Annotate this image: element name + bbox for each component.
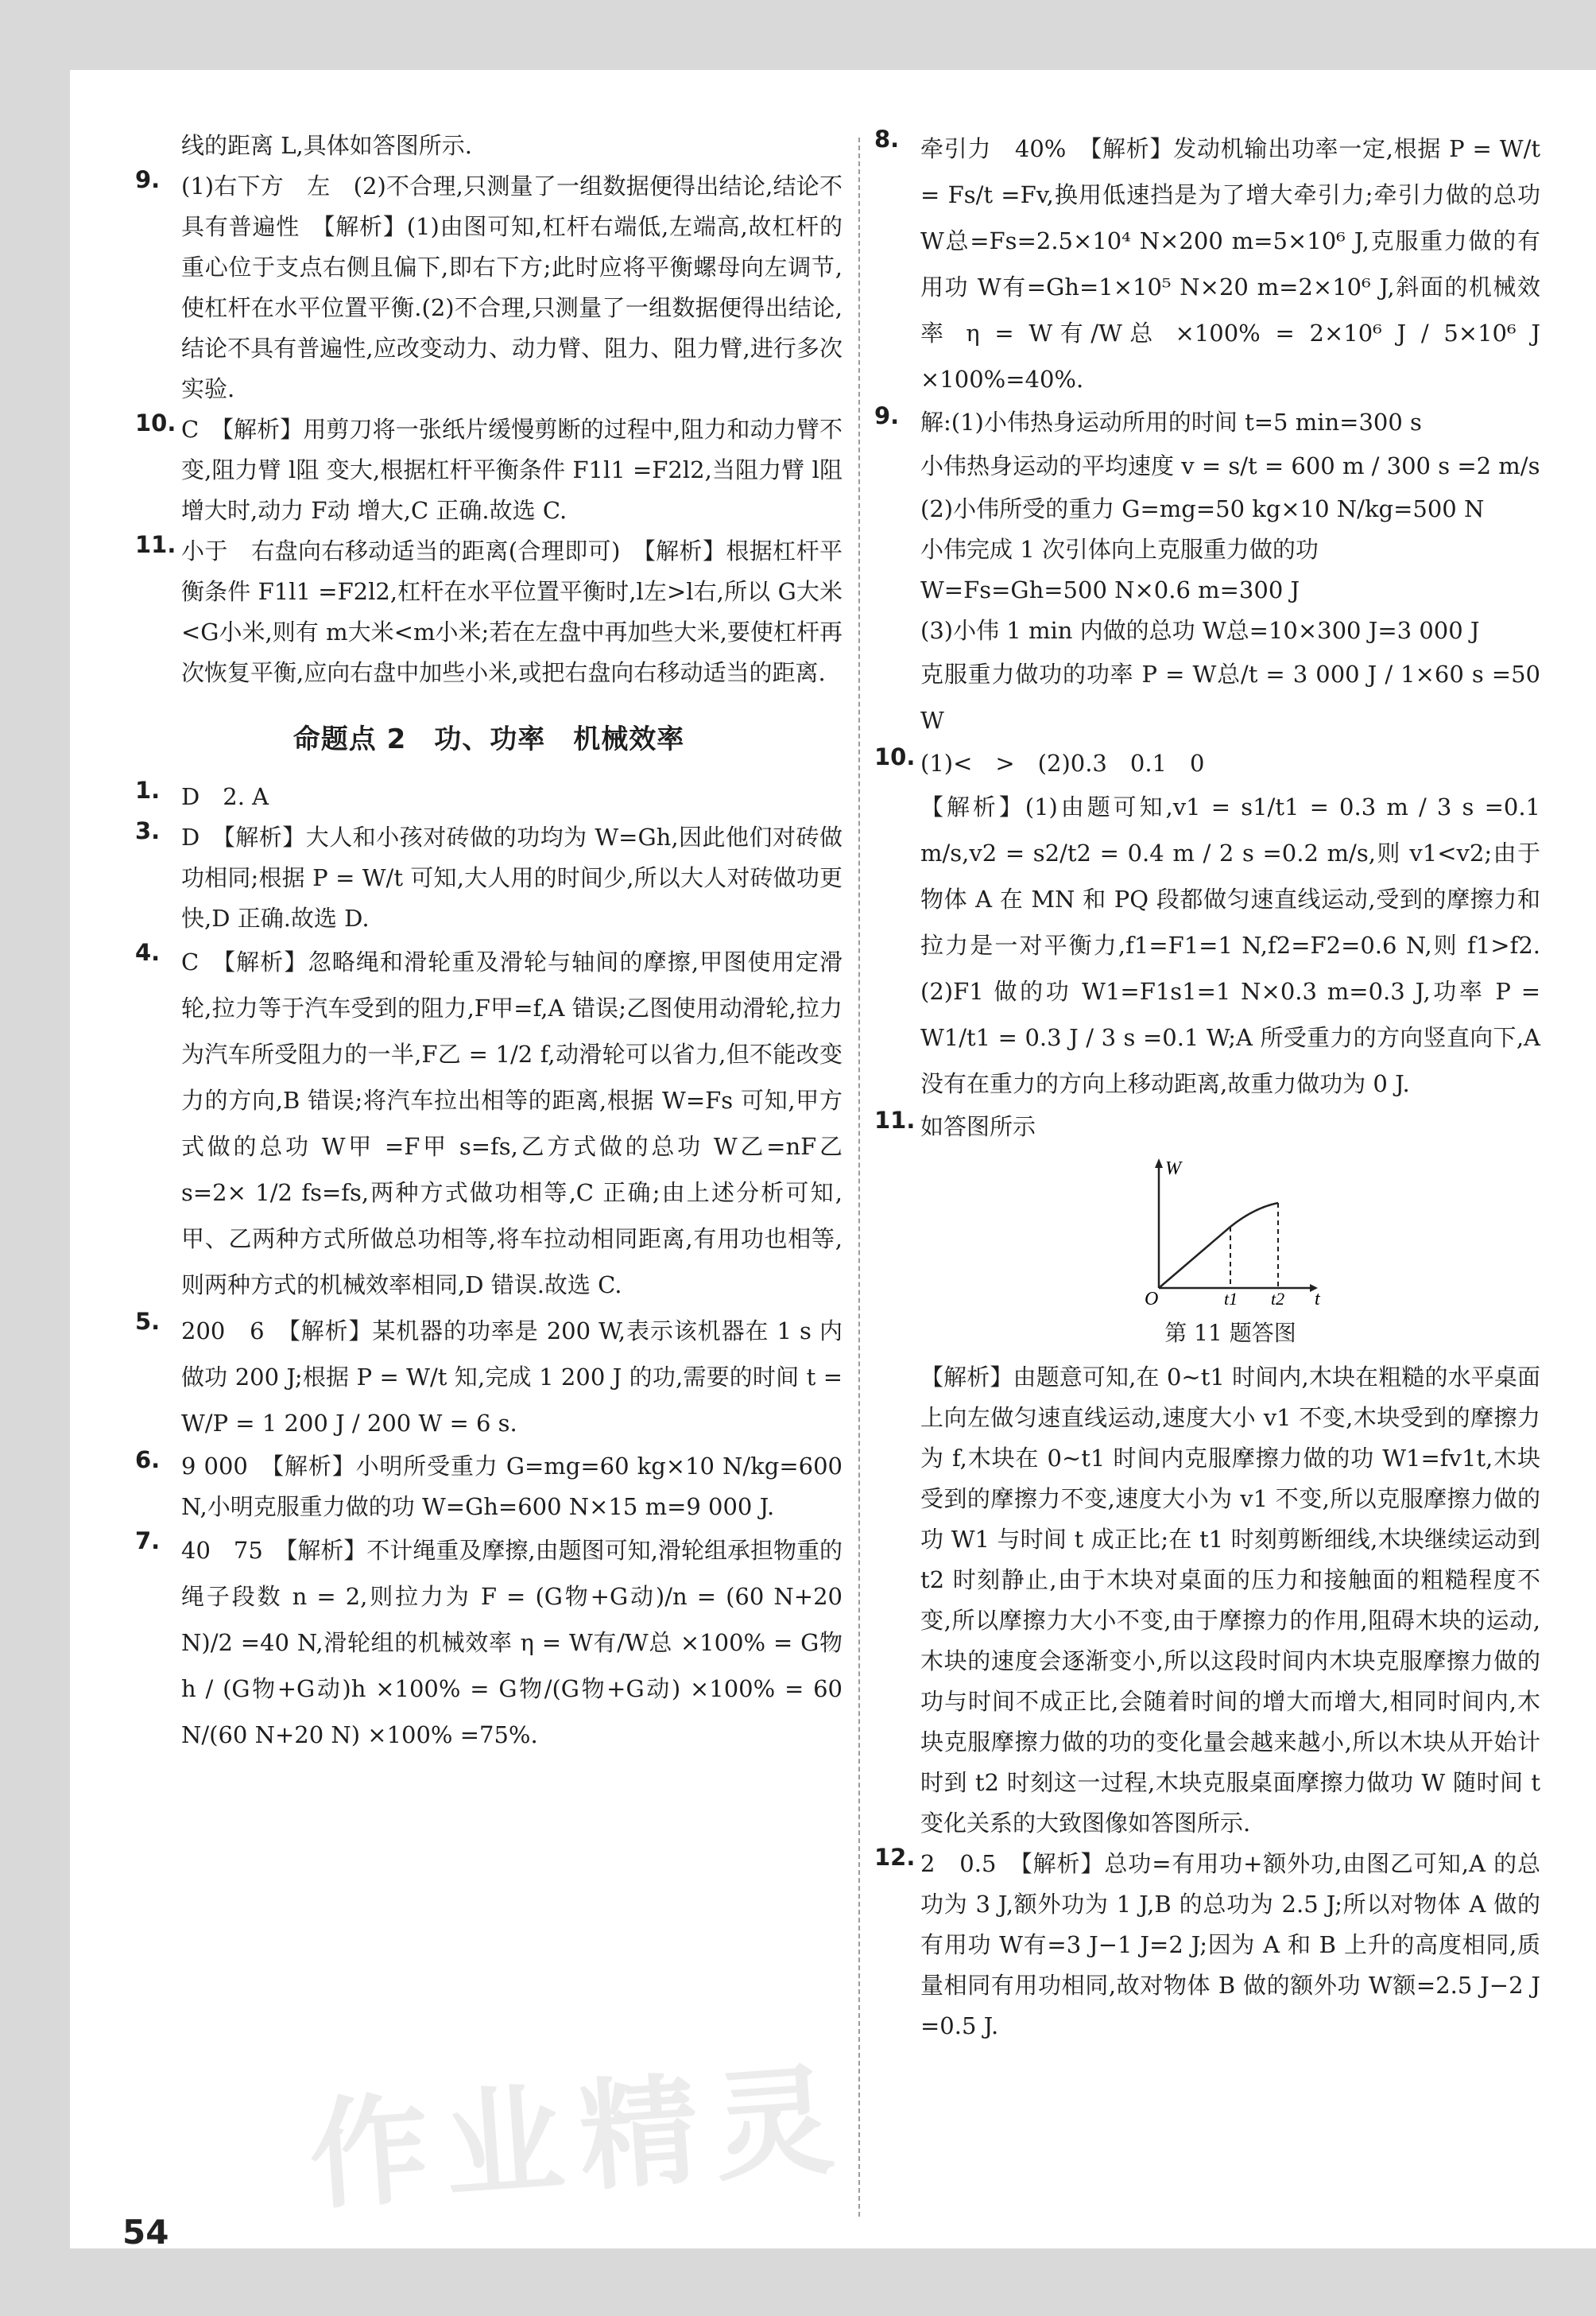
answer-text: 40 75 【解析】不计绳重及摩擦,由题图可知,滑轮组承担物重的绳子段数 n = 2,则拉力为 F = (G物+G动)/n = (60 N+20 N)/2 =40 N,滑轮组的机械效率 η = W有/W总 ×100% = G物h / (G物+G动)h ×100% = G物/(G物+G动) ×100% = 60 N/(60 N+20 N) ×100% =75%. (181, 1537, 843, 1748)
question-number: 7. (135, 1527, 161, 1554)
question-number: 4. (135, 939, 161, 966)
page (70, 70, 1596, 2252)
question-number: 3. (135, 817, 161, 844)
work-time-graph (920, 1157, 1540, 1311)
section-title: 命题点 2 功、功率 机械效率 (292, 724, 685, 755)
question-number: 11. (874, 1107, 916, 1134)
question-number: 9. (874, 402, 900, 429)
solution-line: 解:(1)小伟热身运动所用的时间 t=5 min=300 s (920, 409, 1422, 436)
t2-label: t2 (1271, 1289, 1285, 1308)
question-number: 8. (874, 126, 900, 153)
answer-text: 9 000 【解析】小明所受重力 G=mg=60 kg×10 N/kg=600 N,小明克服重力做的功 W=Gh=600 N×15 m=9 000 J. (181, 1453, 843, 1520)
origin-label: O (1145, 1289, 1159, 1308)
answer-line: (1)< > (2)0.3 0.1 0 (920, 750, 1205, 777)
answer-text: 200 6 【解析】某机器的功率是 200 W,表示该机器在 1 s 内做功 200 J;根据 P = W/t 知,完成 1 200 J 的功,需要的时间 t = W/P = 1 200 J / 200 W = 6 s. (181, 1317, 843, 1437)
answer-10-motion (874, 743, 1540, 1107)
t1-label: t1 (1224, 1289, 1238, 1308)
work-time-graph-svg (1127, 1157, 1334, 1308)
question-number: 1. (135, 777, 161, 804)
question-number: 9. (135, 166, 161, 193)
answer-8 (874, 126, 1540, 402)
answer-text: 【解析】(1)由题可知,v1 = s1/t1 = 0.3 m / 3 s =0.1 m/s,v2 = s2/t2 = 0.4 m / 2 s =0.2 m/s,则 v1<v2;由于物体 A 在 MN 和 PQ 段都做匀速直线运动,受到的摩擦力和拉力是一对平衡力,f1=F1=1 N,f2=F2=0.6 N,则 f1>f2.(2)F1 做的功 W1=F1s1=1 N×0.3 m=0.3 J,功率 P = W1/t1 = 0.3 J / 3 s =0.1 W;A 所受重力的方向竖直向下,A 没有在重力的方向上移动距离,故重力做功为 0 J. (920, 793, 1540, 1097)
page-number: 54 (122, 2213, 169, 2252)
answer-9-calculation (874, 402, 1540, 743)
answer-7 (135, 1527, 843, 1758)
answer-3 (135, 817, 843, 939)
answer-11-lever (135, 531, 843, 693)
answer-text: 小于 右盘向右移动适当的距离(合理即可) 【解析】根据杠杆平衡条件 F1l1 =F2l2,杠杆在水平位置平衡时,l左>l右,所以 G大米<G小米,则有 m大米<m小米;若在左盘中再加些大米,要使杠杆再次恢复平衡,应向右盘中加些小米,或把右盘向右移动适当的距离. (181, 537, 843, 686)
solution-line: 克服重力做功的功率 P = W总/t = 3 000 J / 1×60 s =50 W (920, 661, 1540, 734)
question-number: 6. (135, 1446, 161, 1473)
answer-text: 牵引力 40% 【解析】发动机输出功率一定,根据 P = W/t = Fs/t =Fv,换用低速挡是为了增大牵引力;牵引力做的总功 W总=Fs=2.5×10⁴ N×200 m=5×10⁶ J,克服重力做的有用功 W有=Gh=1×10⁵ N×20 m=2×10⁶ J,斜面的机械效率 η = W有/W总 ×100% = 2×10⁶ J / 5×10⁶ J ×100%=40%. (920, 135, 1540, 393)
prev-answer-tail: 线的距离 L,具体如答图所示. (181, 132, 472, 159)
answer-text: 2 0.5 【解析】总功=有用功+额外功,由图乙可知,A 的总功为 3 J,额外功为 1 J,B 的总功为 2.5 J;所以对物体 A 做的有用功 W有=3 J−1 J=2 J;因为 A 和 B 上升的高度相同,质量相同有用功相同,故对物体 B 做的额外功 W额=2.5 J−2 J =0.5 J. (920, 1850, 1540, 2039)
answer-4 (135, 939, 843, 1308)
answer-text: 【解析】由题意可知,在 0~t1 时间内,木块在粗糙的水平桌面上向左做匀速直线运动,速度大小 v1 不变,木块受到的摩擦力为 f,木块在 0~t1 时间内克服摩擦力做的功 W1=fv1t,木块受到的摩擦力不变,速度大小为 v1 不变,所以克服摩擦力做的功 W1 与时间 t 成正比;在 t1 时刻剪断细线,木块继续运动到 t2 时刻静止,由于木块对桌面的压力和接触面的粗糙程度不变,所以摩擦力大小不变,由于摩擦力的作用,阻碍木块的运动,木块的速度会逐渐变小,所以这段时间内木块克服摩擦力做的功与时间不成正比,会随着时间的增大而增大,相同时间内,木块克服摩擦力做的功的变化量会越来越小,所以木块从开始计时到 t2 时刻这一过程,木块克服桌面摩擦力做功 W 随时间 t 变化关系的大致图像如答图所示. (920, 1364, 1540, 1837)
solution-line: (3)小伟 1 min 内做的总功 W总=10×300 J=3 000 J (920, 617, 1480, 644)
solution-line: 小伟完成 1 次引体向上克服重力做的功 (920, 536, 1319, 563)
question-number: 11. (135, 531, 176, 558)
solution-line: 小伟热身运动的平均速度 v = s/t = 600 m / 300 s =2 m/s (920, 452, 1540, 479)
answer-text: C 【解析】忽略绳和滑轮重及滑轮与轴间的摩擦,甲图使用定滑轮,拉力等于汽车受到的阻力,F甲=f,A 错误;乙图使用动滑轮,拉力为汽车所受阻力的一半,F乙 = 1/2 f,动滑轮可以省力,但不能改变力的方向,B 错误;将汽车拉出相等的距离,根据 W=Fs 可知,甲方式做的总功 W甲 =F甲 s=fs,乙方式做的总功 W乙=nF乙 s=2× 1/2 fs=fs,两种方式做功相等,C 正确;由上述分析可知,甲、乙两种方式所做总功相等,将车拉动相同距离,有用功也相等,则两种方式的机械效率相同,D 错误.故选 C. (181, 949, 843, 1298)
t-axis-label: t (1315, 1289, 1320, 1308)
left-column (135, 126, 843, 1758)
answer-text: D 【解析】大人和小孩对砖做的功均为 W=Gh,因此他们对砖做功相同;根据 P = W/t 可知,大人用的时间少,所以大人对砖做功更快,D 正确.故选 D. (181, 824, 843, 932)
right-column (874, 126, 1540, 2046)
answer-9-lever (135, 166, 843, 409)
answer-10-lever (135, 409, 843, 531)
solution-line: W=Fs=Gh=500 N×0.6 m=300 J (920, 576, 1300, 603)
answer-5 (135, 1308, 843, 1446)
answer-6 (135, 1446, 843, 1527)
answer-12 (874, 1844, 1540, 2046)
answer-line: 如答图所示 (920, 1113, 1036, 1140)
question-number: 12. (874, 1844, 916, 1871)
column-divider (858, 138, 860, 2217)
question-number: 10. (135, 409, 176, 436)
answer-1-2 (135, 777, 843, 817)
w-axis-arrow (1155, 1158, 1163, 1168)
answer-text: C 【解析】用剪刀将一张纸片缓慢剪断的过程中,阻力和动力臂不变,阻力臂 l阻 变大,根据杠杆平衡条件 F1l1 =F2l2,当阻力臂 l阻 增大时,动力 F动 增大,C 正确.故选 C. (181, 416, 843, 524)
question-number: 10. (874, 743, 916, 770)
decelerating-curve (1230, 1203, 1278, 1227)
question-number: 5. (135, 1308, 161, 1335)
answer-11-graph (874, 1107, 1540, 1844)
proportional-segment (1159, 1227, 1230, 1288)
answer-text: (1)右下方 左 (2)不合理,只测量了一组数据便得出结论,结论不具有普遍性 【解析】(1)由图可知,杠杆右端低,左端高,故杠杆的重心位于支点右侧且偏下,即右下方;此时应将平衡螺母向左调节,使杠杆在水平位置平衡.(2)不合理,只测量了一组数据便得出结论,结论不具有普遍性,应改变动力、动力臂、阻力、阻力臂,进行多次实验. (181, 173, 843, 402)
solution-line: (2)小伟所受的重力 G=mg=50 kg×10 N/kg=500 N (920, 495, 1485, 522)
answer-text: D 2. A (181, 783, 269, 810)
watermark: 作业精灵 (304, 2050, 854, 2227)
w-axis-label: W (1165, 1158, 1181, 1179)
graph-caption: 第 11 题答图 (1164, 1320, 1296, 1346)
